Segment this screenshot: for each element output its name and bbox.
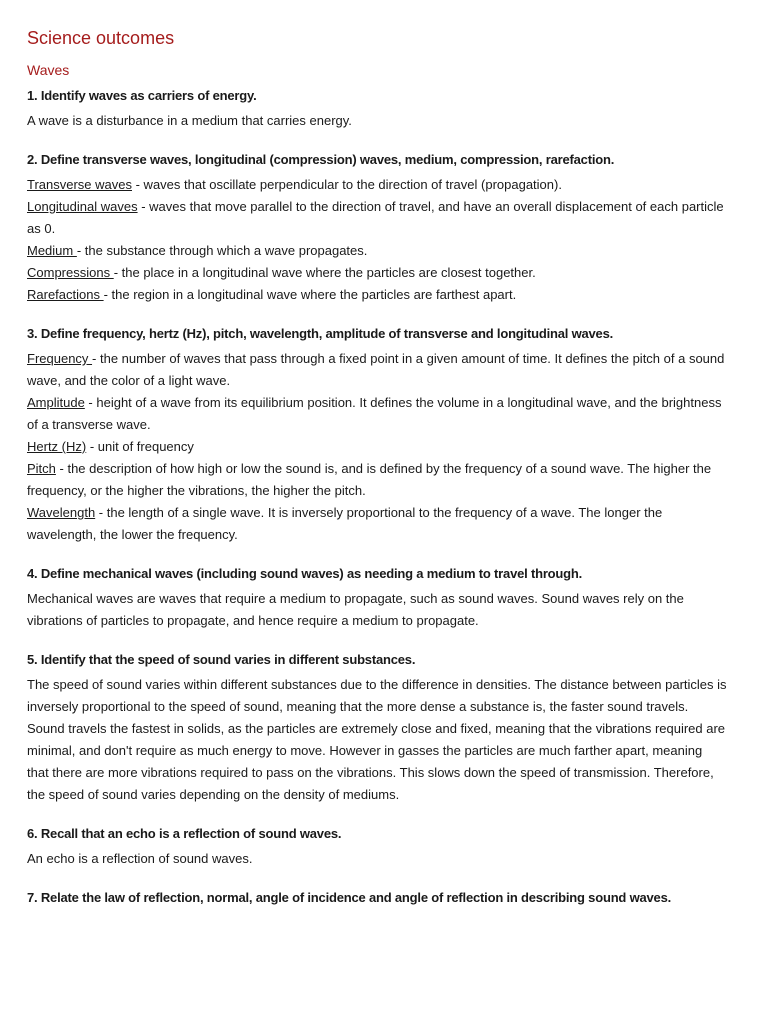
definition-text: - the number of waves that pass through a fixed point in a given amount of time. It defines the pitch of a sound wave, and the color of a light wave. (27, 351, 725, 388)
definition-item (27, 262, 727, 284)
definition-text: - waves that oscillate perpendicular to the direction of travel (propagation). (132, 177, 562, 192)
outcome-text: The speed of sound varies within different substances due to the difference in densities. The distance between particles is inversely proportional to the speed of sound, meaning that the more dense a substance is, the faster sound travels. Sound travels the fastest in solids, as the particles are extremely close and fixed, meaning that the vibrations required are minimal, and don't require as much energy to move. However in gasses the particles are much farther apart, meaning that there are more vibrations required to pass on the vibrations. This slows down the speed of transmission. Therefore, the speed of sound varies depending on the density of mediums. (27, 677, 727, 802)
outcome-3 (27, 324, 727, 546)
document-page (27, 26, 727, 926)
definition-text: - the region in a longitudinal wave where the particles are farthest apart. (103, 287, 517, 302)
definition-text: - height of a wave from its equilibrium position. It defines the volume in a longitudinal wave, and the brightness of a transverse wave. (27, 395, 722, 432)
outcome-heading: 2. Define transverse waves, longitudinal (compression) waves, medium, compression, rarefaction. (27, 152, 615, 167)
definition-term: Longitudinal waves (27, 199, 138, 214)
page-title: Science outcomes (27, 28, 175, 48)
outcome-7 (27, 888, 727, 908)
definition-item (27, 284, 727, 306)
outcome-text: A wave is a disturbance in a medium that carries energy. (27, 113, 352, 128)
outcome-4 (27, 564, 727, 632)
definition-text: - the place in a longitudinal wave where the particles are closest together. (113, 265, 536, 280)
definition-item (27, 174, 727, 196)
outcome-heading: 4. Define mechanical waves (including sound waves) as needing a medium to travel through. (27, 566, 583, 581)
definition-text: - the length of a single wave. It is inversely proportional to the frequency of a wave. The longer the wavelength, the lower the frequency. (27, 505, 663, 542)
definition-term: Transverse waves (27, 177, 132, 192)
outcome-heading: 5. Identify that the speed of sound varies in different substances. (27, 652, 416, 667)
definition-item (27, 240, 727, 262)
definition-item (27, 458, 727, 502)
definition-item (27, 196, 727, 240)
definition-term: Amplitude (27, 395, 85, 410)
definition-text: - the substance through which a wave propagates. (76, 243, 368, 258)
outcome-text: Mechanical waves are waves that require a medium to propagate, such as sound waves. Sound waves rely on the vibrations of particles to propagate, and hence require a medium to propagate. (27, 591, 684, 628)
definition-term: Pitch (27, 461, 56, 476)
definition-item (27, 348, 727, 392)
outcome-2 (27, 150, 727, 306)
definition-term: Hertz (Hz) (27, 439, 87, 454)
definition-item (27, 392, 727, 436)
definition-text: - the description of how high or low the sound is, and is defined by the frequency of a sound wave. The higher the frequency, or the higher the vibrations, the higher the pitch. (27, 461, 712, 498)
definition-term: Rarefactions (27, 287, 104, 302)
outcome-heading: 6. Recall that an echo is a reflection of sound waves. (27, 826, 342, 841)
definition-term: Medium (27, 243, 77, 258)
definition-text: - unit of frequency (86, 439, 194, 454)
outcome-1 (27, 86, 727, 132)
outcome-5 (27, 650, 727, 806)
outcome-heading: 1. Identify waves as carriers of energy. (27, 88, 257, 103)
definition-term: Wavelength (27, 505, 96, 520)
section-subtitle: Waves (27, 62, 70, 78)
outcome-heading: 7. Relate the law of reflection, normal, angle of incidence and angle of reflection in describing sound waves. (27, 890, 672, 905)
outcome-text: An echo is a reflection of sound waves. (27, 851, 253, 866)
definition-text: - waves that move parallel to the direction of travel, and have an overall displacement of each particle as 0. (27, 199, 724, 236)
outcome-heading: 3. Define frequency, hertz (Hz), pitch, wavelength, amplitude of transverse and longitudinal waves. (27, 326, 614, 341)
outcome-6 (27, 824, 727, 870)
definition-item (27, 502, 727, 546)
definition-term: Compressions (27, 265, 114, 280)
definition-term: Frequency (27, 351, 93, 366)
definition-item (27, 436, 727, 458)
